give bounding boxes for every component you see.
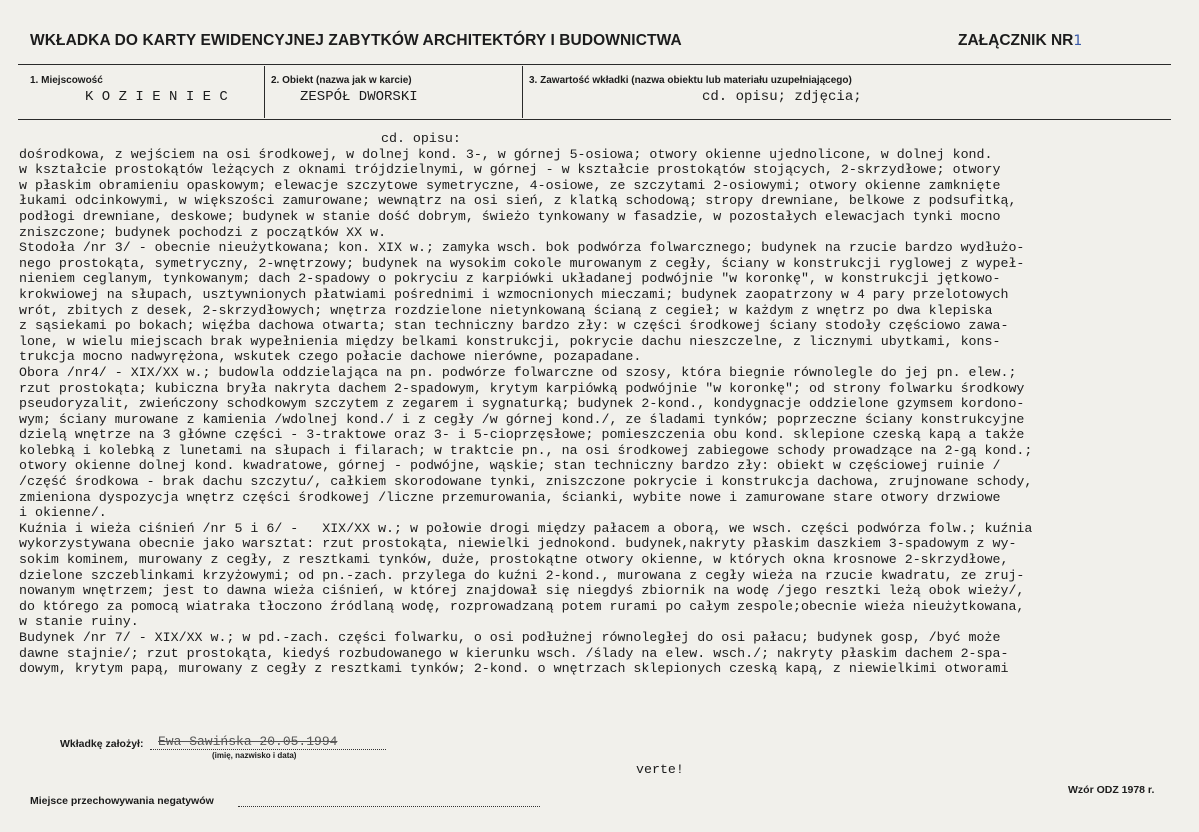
- description-line: dośrodkowa, z wejściem na osi środkowej, w dolnej kond. 3-, w górnej 5-osiowa; otwory okienne ujednolicone, w dolnej kond.: [19, 146, 993, 162]
- description-line: rzut prostokąta; kubiczna bryła nakryta dachem 2-spadowym, krytym karpiówką podwójnie "w koronkę"; od strony folwarku środkowy: [19, 380, 1025, 396]
- attachment-number: 1: [1073, 33, 1083, 49]
- content-value: cd. opisu; zdjęcia;: [702, 89, 862, 105]
- description-line: w stanie ruiny.: [19, 614, 139, 630]
- description-line: kolebką i kolebką z lunetami na słupach i filarach; w traktcie pn., na osi środkowej zabiegowe schody prowadzące na 2-gą kond.;: [19, 442, 1033, 458]
- field-divider-2: [522, 66, 523, 118]
- description-line: łukami odcinkowymi, w większości zamurowane; wewnątrz na osi sień, z klatką schodową; stropy drewniane, belkowe z podsufitką,: [19, 193, 1017, 209]
- description-line: trukcja mocno nadwyrężona, wskutek czego połacie dachowe nierówne, pozapadane.: [19, 349, 642, 365]
- signed-by-value: Ewa Sawińska 20.05.1994: [158, 734, 338, 749]
- negatives-location-dotted-line: [238, 806, 540, 807]
- attachment-label-text: ZAŁĄCZNIK NR: [958, 32, 1074, 49]
- description-line: pseudoryzalit, zwieńczony schodkowym szczytem z zegarem i sygnaturką; budynek 2-kond., kondygnacje oddzielone gzymsem kordono-: [19, 396, 1025, 412]
- description-line: dowym, krytym papą, murowany z cegły z resztkami tynków; 2-kond. o wnętrzach sklepionych czeską kapą, z niewielkimi otworami: [19, 661, 1009, 677]
- header-bottom-rule: [18, 119, 1171, 120]
- description-line: Kuźnia i wieża ciśnień /nr 5 i 6/ - XIX/XX w.; w połowie drogi między pałacem a oborą, we wsch. części podwórza folw.; kuźnia: [19, 520, 1033, 536]
- locality-value: K O Z I E N I E C: [85, 89, 228, 105]
- description-line: w płaskim obramieniu opaskowym; elewacje szczytowe symetryczne, 4-osiowe, ze szczytami 2-osiowymi; otwory okienne zamknięte: [19, 177, 1001, 193]
- description-line: wym; ściany murowane z kamienia /wdolnej kond./ i z cegły /w górnej kond./, ze śladami tynków; poprzeczne ściany konstrukcyjne: [19, 411, 1025, 427]
- description-line: nego prostokąta, symetryczny, 2-wnętrzowy; budynek na wysokim cokole murowanym z cegły, ściany w konstrukcji ryglowej z wypeł-: [19, 255, 1025, 271]
- form-code: Wzór ODZ 1978 r.: [1068, 784, 1155, 796]
- form-title: WKŁADKA DO KARTY EWIDENCYJNEJ ZABYTKÓW ARCHITEKTÓRY I BUDOWNICTWA: [30, 32, 682, 49]
- description-line: z sąsiekami po bokach; więźba dachowa otwarta; stan techniczny bardzo zły: w części środkowej ściany stodoły częściowo zawa-: [19, 318, 1009, 334]
- field-divider-1: [264, 66, 265, 118]
- verte-note: verte!: [636, 762, 684, 777]
- description-line: krokwiowej na słupach, usztywnionych płatwiami pośrednimi i wzmocnionych mieczami; budynek zaopatrzony w 4 pary przelotowych: [19, 286, 1009, 302]
- description-line: zniszczone; budynek pochodzi z początków XX w.: [19, 224, 387, 240]
- description-line: sokim kominem, murowany z cegły, z resztkami tynków, duże, prostokątne otwory okienne, w których okna krosnowe 2-skrzydłowe,: [19, 552, 1009, 568]
- description-line: podłogi drewniane, deskowe; budynek w stanie dość dobrym, świeżo tynkowany w fasadzie, w pozostałych elewacjach tynki mocno: [19, 208, 1001, 224]
- description-line: Budynek /nr 7/ - XIX/XX w.; w pd.-zach. części folwarku, o osi podłużnej równoległej do osi pałacu; budynek gosp, /być może: [19, 630, 1001, 645]
- object-value: ZESPÓŁ DWORSKI: [300, 89, 418, 105]
- signed-by-dotted-line: [150, 749, 386, 750]
- description-line: dzielone szczeblinkami krzyżowymi; od pn.-zach. przylega do kuźni 2-kond., murowana z cegły wieża na rzucie kwadratu, ze zruj-: [19, 567, 1025, 583]
- description-line: zmieniona dyspozycja wnętrz części środkowej /liczne przemurowania, ścianki, wybite nowe i zamurowane stare otwory drzwiowe: [19, 489, 1001, 505]
- content-label: 3. Zawartość wkładki (nazwa obiektu lub materiału uzupełniającego): [529, 75, 852, 86]
- description-line: /część środkowa - brak dachu szczytu/, całkiem skorodowane tynki, zniszczone pokrycie i konstrukcja dachowa, zrujnowane schody,: [19, 474, 1033, 490]
- locality-label: 1. Miejscowość: [30, 75, 103, 86]
- description-line: wrót, zbitych z desek, 2-skrzydłowych; wnętrza rozdzielone nietynkowaną ścianą z cegieł; w każdym z wnętrz po dwa klepiska: [19, 302, 993, 318]
- attachment-label: [958, 32, 1082, 50]
- description-line: do którego za pomocą wiatraka tłoczono źródlaną wodę, rozprowadzaną potem rurami po całym zespole;obecnie wieża nieużytkowana,: [19, 598, 1025, 614]
- description-body: [19, 131, 1189, 677]
- description-line: i okienne/.: [19, 505, 107, 521]
- description-line: nieniem ceglanym, tynkowanym; dach 2-spadowy o pokryciu z karpiówki układanej podwójnie "w koronkę", w konstrukcji jętkowo-: [19, 271, 1001, 287]
- description-line: lone, w wielu miejscach brak wypełnienia między belkami konstrukcji, pokrycie dachu nieszczelne, z licznymi ubytkami, kons-: [19, 333, 1001, 349]
- signed-by-caption: (imię, nazwisko i data): [212, 751, 297, 760]
- description-line: dzielą wnętrze na 3 główne części - 3-traktowe oraz 3- i 5-cioprzęsłowe; pomieszczenia obu kond. sklepione czeską kapą a także: [19, 427, 1025, 443]
- object-label: 2. Obiekt (nazwa jak w karcie): [271, 75, 412, 86]
- description-line: dawne stajnie/; rzut prostokąta, kiedyś rozbudowanego w kierunku wsch. /ślady na elew. wsch./; nakryty płaskim dachem 2-spa-: [19, 645, 1009, 661]
- description-line: wykorzystywana obecnie jako warsztat: rzut prostokąta, niewielki jednokond. budynek,nakryty płaskim daszkiem 3-spadowym z wy-: [19, 536, 1017, 552]
- description-line: nowanym wnętrzem; jest to dawna wieża ciśnień, w której znajdował się niegdyś zbiornik na wodę /jego resztki leżą obok wieży/,: [19, 583, 1025, 599]
- signed-by-label: Wkładkę założył:: [60, 738, 144, 750]
- header-top-rule: [18, 64, 1171, 65]
- description-line: w kształcie prostokątów leżących z oknami trójdzielnymi, w górnej - w kształcie prostokątów stojących, 2-skrzydłowe; otwory: [19, 162, 1001, 178]
- description-line: cd. opisu:: [381, 131, 461, 146]
- description-line: Obora /nr4/ - XIX/XX w.; budowla oddzielająca na pn. podwórze folwarczne od szosy, która biegnie równolegle do jej pn. elew.;: [19, 364, 1017, 380]
- description-line: otwory okienne dolnej kond. kwadratowe, górnej - podwójne, wąskie; stan techniczny bardzo zły: obiekt w częściowej ruinie /: [19, 458, 1001, 474]
- negatives-location-label: Miejsce przechowywania negatywów: [30, 795, 214, 807]
- description-line: Stodoła /nr 3/ - obecnie nieużytkowana; kon. XIX w.; zamyka wsch. bok podwórza folwarcznego; budynek na rzucie bardzo wydłużo-: [19, 240, 1025, 256]
